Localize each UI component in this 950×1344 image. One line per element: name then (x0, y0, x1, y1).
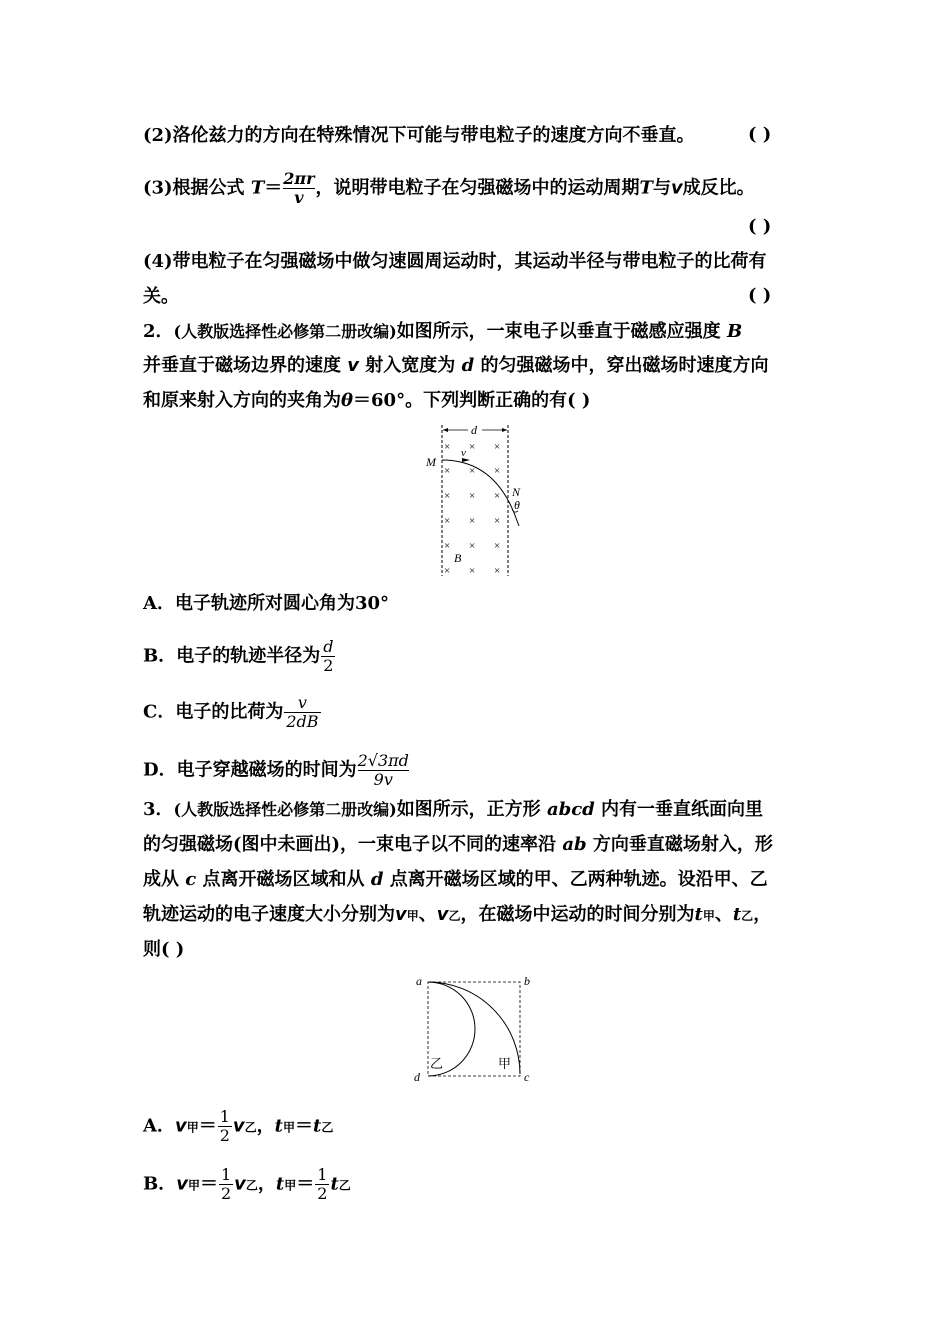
label-a: a (416, 974, 422, 988)
svg-text:×: × (494, 441, 501, 453)
q3-line3: 成从 c 点离开磁场区域和从 d 点离开磁场区域的甲、乙两种轨迹。设沿甲、乙 (143, 869, 768, 890)
label-M: M (426, 455, 436, 469)
q2-option-b: B．电子的轨迹半径为 $\frac{d}{2}$ (143, 637, 334, 675)
electron-trajectory (442, 460, 516, 518)
label-d: d (471, 423, 477, 437)
svg-text:×: × (494, 540, 501, 552)
svg-text:×: × (494, 515, 501, 527)
q3-option-b: B．v甲＝ $\frac{1}{2}$ v乙，t甲＝ $\frac{1}{2}$ t乙 (143, 1165, 351, 1203)
judgment-3: (3)根据公式 T＝ $\frac{2\pi r}{v}$ ，说明带电粒子在匀强磁场中的运动周期T与v成反比。 (143, 169, 755, 207)
field-crosses (444, 441, 500, 577)
judgment-2: (2)洛伦兹力的方向在特殊情况下可能与带电粒子的速度方向不垂直。 (143, 125, 695, 146)
svg-text:×: × (444, 490, 451, 502)
label-jia: 甲 (498, 1056, 512, 1071)
q3-line4: 轨迹运动的电子速度大小分别为v甲、v乙，在磁场中运动的时间分别为t甲、t乙， (143, 904, 772, 925)
svg-text:×: × (494, 465, 501, 477)
answer-paren-4: ( ) (748, 285, 772, 306)
svg-text:×: × (444, 465, 451, 477)
svg-text:×: × (444, 565, 451, 577)
svg-text:×: × (444, 515, 451, 527)
label-N: N (512, 485, 521, 499)
svg-text:×: × (469, 441, 476, 453)
label-theta: θ (514, 498, 520, 512)
label-c: c (524, 1070, 530, 1084)
q2-line2: 并垂直于磁场边界的速度 v 射入宽度为 d 的匀强磁场中，穿出磁场时速度方向 (143, 355, 769, 376)
magnetic-field-strip-figure (420, 422, 530, 580)
svg-text:×: × (469, 465, 476, 477)
period-formula: $\frac{2\pi r}{v}$ (283, 169, 315, 207)
label-v: v (461, 447, 466, 459)
q2-option-d: D．电子穿越磁场的时间为 $\frac{2√3\pi d}{9v}$ (143, 751, 409, 789)
svg-text:×: × (469, 515, 476, 527)
svg-text:×: × (444, 540, 451, 552)
label-d: d (414, 1070, 420, 1084)
svg-text:×: × (469, 565, 476, 577)
q2-line1: 2．(人教版选择性必修第二册改编)如图所示，一束电子以垂直于磁感应强度 B (143, 321, 743, 342)
label-B: B (454, 551, 462, 565)
answer-paren-2: ( ) (748, 124, 772, 145)
q3-line2: 的匀强磁场(图中未画出)，一束电子以不同的速率沿 ab 方向垂直磁场射入，形 (143, 834, 773, 855)
label-yi: 乙 (430, 1056, 444, 1071)
q2-option-a: A．电子轨迹所对圆心角为30° (143, 593, 390, 614)
judgment-4-line1: (4)带电粒子在匀强磁场中做匀速圆周运动时，其运动半径与带电粒子的比荷有 (143, 251, 767, 272)
q3-line1: 3．(人教版选择性必修第二册改编)如图所示，正方形 abcd 内有一垂直纸面向里 (143, 799, 764, 820)
q3-line5: 则( ) (143, 939, 185, 960)
svg-text:×: × (469, 540, 476, 552)
svg-text:×: × (494, 565, 501, 577)
svg-text:×: × (469, 490, 476, 502)
judgment-4-line2: 关。 (143, 286, 179, 307)
q3-option-a: A．v甲＝ $\frac{1}{2}$ v乙，t甲＝t乙 (143, 1107, 334, 1145)
q2-option-c: C．电子的比荷为 $\frac{v}{2dB}$ (143, 693, 319, 731)
q2-line3: 和原来射入方向的夹角为θ＝60°。下列判断正确的有( ) (143, 390, 591, 411)
svg-text:×: × (444, 441, 451, 453)
svg-text:×: × (494, 490, 501, 502)
label-b: b (524, 974, 530, 988)
square-field-figure (408, 970, 538, 1086)
answer-paren-3: ( ) (748, 216, 772, 237)
